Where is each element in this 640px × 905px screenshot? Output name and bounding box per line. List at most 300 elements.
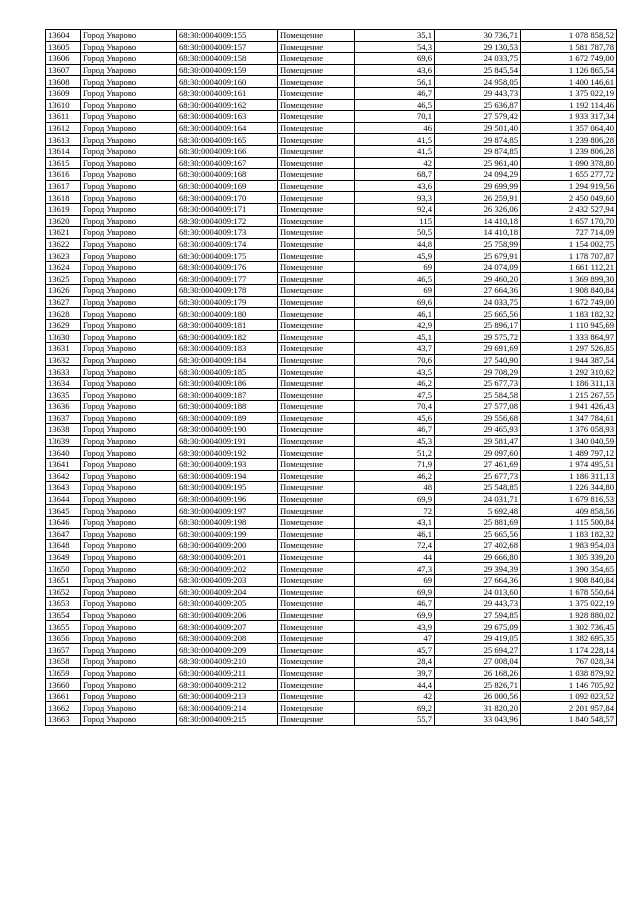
table-row — [46, 273, 617, 285]
cadastral-value-cell: 1 357 064,40 — [521, 122, 617, 134]
area-cell: 48 — [355, 482, 435, 494]
area-cell: 46,5 — [355, 99, 435, 111]
area-cell: 42,9 — [355, 319, 435, 331]
object-type-cell: Помещение — [278, 157, 355, 169]
table-row — [46, 412, 617, 424]
area-cell: 45,7 — [355, 644, 435, 656]
area-cell: 28,4 — [355, 656, 435, 668]
row-number-cell: 13618 — [46, 192, 81, 204]
cadastral-number-cell: 68:30:0004009:184 — [177, 354, 278, 366]
unit-value-cell: 27 402,68 — [435, 540, 521, 552]
cadastral-value-cell: 1 390 354,65 — [521, 563, 617, 575]
city-cell: Город Уварово — [81, 134, 177, 146]
cadastral-value-cell: 1 375 022,19 — [521, 598, 617, 610]
unit-value-cell: 25 845,54 — [435, 64, 521, 76]
unit-value-cell: 25 584,58 — [435, 389, 521, 401]
object-type-cell: Помещение — [278, 505, 355, 517]
unit-value-cell: 29 691,69 — [435, 343, 521, 355]
cadastral-value-cell: 1 239 806,28 — [521, 134, 617, 146]
cadastral-number-cell: 68:30:0004009:169 — [177, 180, 278, 192]
city-cell: Город Уварово — [81, 192, 177, 204]
cadastral-value-cell: 2 201 957,84 — [521, 702, 617, 714]
city-cell: Город Уварово — [81, 714, 177, 726]
area-cell: 69,6 — [355, 296, 435, 308]
unit-value-cell: 14 410,18 — [435, 227, 521, 239]
cadastral-number-cell: 68:30:0004009:215 — [177, 714, 278, 726]
cadastral-value-cell: 1 333 864,97 — [521, 331, 617, 343]
cadastral-number-cell: 68:30:0004009:174 — [177, 238, 278, 250]
city-cell: Город Уварово — [81, 702, 177, 714]
city-cell: Город Уварово — [81, 482, 177, 494]
unit-value-cell: 25 665,56 — [435, 528, 521, 540]
city-cell: Город Уварово — [81, 319, 177, 331]
city-cell: Город Уварово — [81, 551, 177, 563]
unit-value-cell: 29 097,60 — [435, 447, 521, 459]
unit-value-cell: 25 677,73 — [435, 377, 521, 389]
table-row — [46, 621, 617, 633]
cadastral-number-cell: 68:30:0004009:180 — [177, 308, 278, 320]
cadastral-value-cell: 1 974 495,51 — [521, 458, 617, 470]
object-type-cell: Помещение — [278, 331, 355, 343]
area-cell: 45,3 — [355, 435, 435, 447]
object-type-cell: Помещение — [278, 551, 355, 563]
table-row — [46, 261, 617, 273]
row-number-cell: 13615 — [46, 157, 81, 169]
table-row — [46, 134, 617, 146]
row-number-cell: 13616 — [46, 169, 81, 181]
cadastral-number-cell: 68:30:0004009:198 — [177, 516, 278, 528]
unit-value-cell: 24 958,05 — [435, 76, 521, 88]
unit-value-cell: 25 694,27 — [435, 644, 521, 656]
cadastral-number-cell: 68:30:0004009:206 — [177, 609, 278, 621]
area-cell: 70,4 — [355, 401, 435, 413]
cadastral-value-cell: 1 186 311,13 — [521, 470, 617, 482]
unit-value-cell: 24 033,75 — [435, 296, 521, 308]
unit-value-cell: 27 579,42 — [435, 111, 521, 123]
unit-value-cell: 27 664,36 — [435, 574, 521, 586]
city-cell: Город Уварово — [81, 505, 177, 517]
cadastral-value-cell: 1 382 695,35 — [521, 632, 617, 644]
unit-value-cell: 26 168,26 — [435, 667, 521, 679]
city-cell: Город Уварово — [81, 690, 177, 702]
row-number-cell: 13634 — [46, 377, 81, 389]
object-type-cell: Помещение — [278, 30, 355, 42]
cadastral-number-cell: 68:30:0004009:211 — [177, 667, 278, 679]
area-cell: 69,9 — [355, 609, 435, 621]
row-number-cell: 13610 — [46, 99, 81, 111]
cadastral-value-cell: 1 944 387,54 — [521, 354, 617, 366]
unit-value-cell: 24 094,29 — [435, 169, 521, 181]
cadastral-value-cell: 1 146 705,92 — [521, 679, 617, 691]
cadastral-number-cell: 68:30:0004009:200 — [177, 540, 278, 552]
unit-value-cell: 14 410,18 — [435, 215, 521, 227]
city-cell: Город Уварово — [81, 447, 177, 459]
cadastral-number-cell: 68:30:0004009:168 — [177, 169, 278, 181]
city-cell: Город Уварово — [81, 76, 177, 88]
object-type-cell: Помещение — [278, 215, 355, 227]
object-type-cell: Помещение — [278, 470, 355, 482]
cadastral-number-cell: 68:30:0004009:193 — [177, 458, 278, 470]
object-type-cell: Помещение — [278, 621, 355, 633]
unit-value-cell: 29 465,93 — [435, 424, 521, 436]
city-cell: Город Уварово — [81, 377, 177, 389]
cadastral-value-cell: 1 369 899,30 — [521, 273, 617, 285]
city-cell: Город Уварово — [81, 516, 177, 528]
table-row — [46, 122, 617, 134]
object-type-cell: Помещение — [278, 87, 355, 99]
unit-value-cell: 33 043,96 — [435, 714, 521, 726]
table-row — [46, 714, 617, 726]
cadastral-number-cell: 68:30:0004009:170 — [177, 192, 278, 204]
table-row — [46, 169, 617, 181]
table-row — [46, 528, 617, 540]
table-row — [46, 679, 617, 691]
area-cell: 70,6 — [355, 354, 435, 366]
row-number-cell: 13639 — [46, 435, 81, 447]
object-type-cell: Помещение — [278, 238, 355, 250]
area-cell: 46,7 — [355, 424, 435, 436]
cadastral-number-cell: 68:30:0004009:176 — [177, 261, 278, 273]
cadastral-number-cell: 68:30:0004009:179 — [177, 296, 278, 308]
row-number-cell: 13606 — [46, 53, 81, 65]
table-row — [46, 157, 617, 169]
row-number-cell: 13622 — [46, 238, 81, 250]
unit-value-cell: 27 577,08 — [435, 401, 521, 413]
unit-value-cell: 29 575,72 — [435, 331, 521, 343]
area-cell: 45,6 — [355, 412, 435, 424]
row-number-cell: 13620 — [46, 215, 81, 227]
city-cell: Город Уварово — [81, 250, 177, 262]
object-type-cell: Помещение — [278, 435, 355, 447]
unit-value-cell: 29 675,09 — [435, 621, 521, 633]
city-cell: Город Уварово — [81, 111, 177, 123]
table-row — [46, 41, 617, 53]
cadastral-value-cell: 1 078 858,52 — [521, 30, 617, 42]
cadastral-number-cell: 68:30:0004009:173 — [177, 227, 278, 239]
object-type-cell: Помещение — [278, 528, 355, 540]
cadastral-value-cell: 1 115 500,84 — [521, 516, 617, 528]
cadastral-value-cell: 1 126 865,54 — [521, 64, 617, 76]
object-type-cell: Помещение — [278, 308, 355, 320]
table-row — [46, 505, 617, 517]
table-row — [46, 377, 617, 389]
city-cell: Город Уварово — [81, 41, 177, 53]
unit-value-cell: 5 692,48 — [435, 505, 521, 517]
city-cell: Город Уварово — [81, 285, 177, 297]
area-cell: 47,5 — [355, 389, 435, 401]
cadastral-number-cell: 68:30:0004009:157 — [177, 41, 278, 53]
row-number-cell: 13658 — [46, 656, 81, 668]
area-cell: 45,9 — [355, 250, 435, 262]
unit-value-cell: 25 665,56 — [435, 308, 521, 320]
table-row — [46, 296, 617, 308]
table-row — [46, 574, 617, 586]
row-number-cell: 13611 — [46, 111, 81, 123]
area-cell: 50,5 — [355, 227, 435, 239]
object-type-cell: Помещение — [278, 609, 355, 621]
unit-value-cell: 27 461,69 — [435, 458, 521, 470]
area-cell: 44,8 — [355, 238, 435, 250]
area-cell: 46,1 — [355, 528, 435, 540]
city-cell: Город Уварово — [81, 528, 177, 540]
row-number-cell: 13652 — [46, 586, 81, 598]
table-row — [46, 111, 617, 123]
table-row — [46, 250, 617, 262]
cadastral-value-cell: 1 226 344,80 — [521, 482, 617, 494]
cadastral-number-cell: 68:30:0004009:175 — [177, 250, 278, 262]
cadastral-value-cell: 1 928 880,02 — [521, 609, 617, 621]
cadastral-number-cell: 68:30:0004009:210 — [177, 656, 278, 668]
area-cell: 46,2 — [355, 470, 435, 482]
unit-value-cell: 29 460,20 — [435, 273, 521, 285]
city-cell: Город Уварово — [81, 180, 177, 192]
table-row — [46, 632, 617, 644]
object-type-cell: Помещение — [278, 424, 355, 436]
unit-value-cell: 24 033,75 — [435, 53, 521, 65]
table-row — [46, 458, 617, 470]
cadastral-number-cell: 68:30:0004009:190 — [177, 424, 278, 436]
object-type-cell: Помещение — [278, 273, 355, 285]
area-cell: 55,7 — [355, 714, 435, 726]
row-number-cell: 13643 — [46, 482, 81, 494]
area-cell: 43,6 — [355, 180, 435, 192]
table-row — [46, 493, 617, 505]
object-type-cell: Помещение — [278, 285, 355, 297]
table-row — [46, 435, 617, 447]
table-row — [46, 598, 617, 610]
cadastral-number-cell: 68:30:0004009:186 — [177, 377, 278, 389]
object-type-cell: Помещение — [278, 377, 355, 389]
city-cell: Город Уварово — [81, 679, 177, 691]
area-cell: 43,6 — [355, 64, 435, 76]
row-number-cell: 13630 — [46, 331, 81, 343]
area-cell: 46,5 — [355, 273, 435, 285]
table-row — [46, 551, 617, 563]
row-number-cell: 13608 — [46, 76, 81, 88]
table-row — [46, 343, 617, 355]
city-cell: Город Уварово — [81, 609, 177, 621]
table-row — [46, 354, 617, 366]
cadastral-value-cell: 1 581 787,78 — [521, 41, 617, 53]
row-number-cell: 13612 — [46, 122, 81, 134]
object-type-cell: Помещение — [278, 482, 355, 494]
cadastral-value-cell: 1 489 797,12 — [521, 447, 617, 459]
row-number-cell: 13636 — [46, 401, 81, 413]
city-cell: Город Уварово — [81, 30, 177, 42]
table-row — [46, 644, 617, 656]
area-cell: 69,9 — [355, 493, 435, 505]
city-cell: Город Уварово — [81, 87, 177, 99]
city-cell: Город Уварово — [81, 632, 177, 644]
cadastral-value-cell: 2 432 527,94 — [521, 203, 617, 215]
row-number-cell: 13638 — [46, 424, 81, 436]
table-row — [46, 447, 617, 459]
table-row — [46, 609, 617, 621]
table-row — [46, 656, 617, 668]
city-cell: Город Уварово — [81, 458, 177, 470]
cadastral-number-cell: 68:30:0004009:199 — [177, 528, 278, 540]
unit-value-cell: 29 443,73 — [435, 598, 521, 610]
row-number-cell: 13632 — [46, 354, 81, 366]
cadastral-number-cell: 68:30:0004009:188 — [177, 401, 278, 413]
unit-value-cell: 25 758,99 — [435, 238, 521, 250]
area-cell: 68,7 — [355, 169, 435, 181]
table-row — [46, 331, 617, 343]
table-row — [46, 667, 617, 679]
area-cell: 46,7 — [355, 598, 435, 610]
unit-value-cell: 25 961,40 — [435, 157, 521, 169]
unit-value-cell: 27 594,85 — [435, 609, 521, 621]
cadastral-number-cell: 68:30:0004009:209 — [177, 644, 278, 656]
cadastral-value-cell: 1 174 228,14 — [521, 644, 617, 656]
area-cell: 46,7 — [355, 87, 435, 99]
area-cell: 42 — [355, 157, 435, 169]
area-cell: 115 — [355, 215, 435, 227]
cadastral-number-cell: 68:30:0004009:158 — [177, 53, 278, 65]
area-cell: 69 — [355, 574, 435, 586]
table-row — [46, 203, 617, 215]
object-type-cell: Помещение — [278, 667, 355, 679]
table-row — [46, 53, 617, 65]
cadastral-number-cell: 68:30:0004009:191 — [177, 435, 278, 447]
unit-value-cell: 29 394,39 — [435, 563, 521, 575]
unit-value-cell: 25 679,91 — [435, 250, 521, 262]
area-cell: 46,2 — [355, 377, 435, 389]
cadastral-value-cell: 1 340 040,59 — [521, 435, 617, 447]
object-type-cell: Помещение — [278, 586, 355, 598]
unit-value-cell: 29 419,05 — [435, 632, 521, 644]
area-cell: 44 — [355, 551, 435, 563]
cadastral-value-cell: 1 908 840,84 — [521, 574, 617, 586]
city-cell: Город Уварово — [81, 424, 177, 436]
object-type-cell: Помещение — [278, 690, 355, 702]
row-number-cell: 13623 — [46, 250, 81, 262]
cadastral-value-cell: 1 840 548,57 — [521, 714, 617, 726]
city-cell: Город Уварово — [81, 261, 177, 273]
cadastral-value-cell: 1 305 339,20 — [521, 551, 617, 563]
cadastral-number-cell: 68:30:0004009:177 — [177, 273, 278, 285]
table-row — [46, 192, 617, 204]
cadastral-number-cell: 68:30:0004009:197 — [177, 505, 278, 517]
city-cell: Город Уварово — [81, 215, 177, 227]
unit-value-cell: 26 326,06 — [435, 203, 521, 215]
area-cell: 51,2 — [355, 447, 435, 459]
object-type-cell: Помещение — [278, 447, 355, 459]
unit-value-cell: 25 548,85 — [435, 482, 521, 494]
cadastral-value-cell: 1 038 879,92 — [521, 667, 617, 679]
unit-value-cell: 29 130,53 — [435, 41, 521, 53]
cadastral-value-cell: 2 450 049,60 — [521, 192, 617, 204]
object-type-cell: Помещение — [278, 598, 355, 610]
table-row — [46, 586, 617, 598]
unit-value-cell: 29 501,40 — [435, 122, 521, 134]
object-type-cell: Помещение — [278, 180, 355, 192]
city-cell: Город Уварово — [81, 366, 177, 378]
table-row — [46, 470, 617, 482]
cadastral-value-cell: 1 657 170,70 — [521, 215, 617, 227]
area-cell: 71,9 — [355, 458, 435, 470]
row-number-cell: 13629 — [46, 319, 81, 331]
object-type-cell: Помещение — [278, 122, 355, 134]
cadastral-value-cell: 1 294 919,56 — [521, 180, 617, 192]
object-type-cell: Помещение — [278, 656, 355, 668]
table-row — [46, 366, 617, 378]
city-cell: Город Уварово — [81, 667, 177, 679]
unit-value-cell: 25 826,71 — [435, 679, 521, 691]
cadastral-number-cell: 68:30:0004009:201 — [177, 551, 278, 563]
cadastral-value-cell: 1 983 954,03 — [521, 540, 617, 552]
city-cell: Город Уварово — [81, 227, 177, 239]
unit-value-cell: 27 540,90 — [435, 354, 521, 366]
table-row — [46, 30, 617, 42]
row-number-cell: 13656 — [46, 632, 81, 644]
cadastral-value-cell: 1 292 310,62 — [521, 366, 617, 378]
object-type-cell: Помещение — [278, 227, 355, 239]
area-cell: 42 — [355, 690, 435, 702]
row-number-cell: 13650 — [46, 563, 81, 575]
row-number-cell: 13625 — [46, 273, 81, 285]
cadastral-value-cell: 1 297 526,85 — [521, 343, 617, 355]
object-type-cell: Помещение — [278, 76, 355, 88]
unit-value-cell: 25 881,69 — [435, 516, 521, 528]
row-number-cell: 13617 — [46, 180, 81, 192]
object-type-cell: Помещение — [278, 714, 355, 726]
object-type-cell: Помещение — [278, 679, 355, 691]
unit-value-cell: 29 581,47 — [435, 435, 521, 447]
object-type-cell: Помещение — [278, 319, 355, 331]
table-row — [46, 145, 617, 157]
city-cell: Город Уварово — [81, 540, 177, 552]
unit-value-cell: 24 031,71 — [435, 493, 521, 505]
table-row — [46, 64, 617, 76]
city-cell: Город Уварово — [81, 644, 177, 656]
object-type-cell: Помещение — [278, 145, 355, 157]
row-number-cell: 13663 — [46, 714, 81, 726]
cadastral-number-cell: 68:30:0004009:185 — [177, 366, 278, 378]
area-cell: 69 — [355, 285, 435, 297]
table-row — [46, 389, 617, 401]
area-cell: 72 — [355, 505, 435, 517]
area-cell: 43,7 — [355, 343, 435, 355]
cadastral-number-cell: 68:30:0004009:166 — [177, 145, 278, 157]
area-cell: 43,1 — [355, 516, 435, 528]
city-cell: Город Уварово — [81, 621, 177, 633]
object-type-cell: Помещение — [278, 64, 355, 76]
cadastral-number-cell: 68:30:0004009:182 — [177, 331, 278, 343]
unit-value-cell: 24 074,09 — [435, 261, 521, 273]
object-type-cell: Помещение — [278, 53, 355, 65]
city-cell: Город Уварово — [81, 343, 177, 355]
row-number-cell: 13624 — [46, 261, 81, 273]
area-cell: 72,4 — [355, 540, 435, 552]
row-number-cell: 13621 — [46, 227, 81, 239]
cadastral-value-cell: 1 655 277,72 — [521, 169, 617, 181]
row-number-cell: 13619 — [46, 203, 81, 215]
cadastral-number-cell: 68:30:0004009:202 — [177, 563, 278, 575]
cadastral-number-cell: 68:30:0004009:205 — [177, 598, 278, 610]
cadastral-value-cell: 1 178 707,87 — [521, 250, 617, 262]
table-row — [46, 238, 617, 250]
area-cell: 41,5 — [355, 145, 435, 157]
table-row — [46, 424, 617, 436]
table-row — [46, 482, 617, 494]
object-type-cell: Помещение — [278, 99, 355, 111]
row-number-cell: 13607 — [46, 64, 81, 76]
cadastral-number-cell: 68:30:0004009:183 — [177, 343, 278, 355]
row-number-cell: 13637 — [46, 412, 81, 424]
city-cell: Город Уварово — [81, 122, 177, 134]
cadastral-value-cell: 1 661 112,21 — [521, 261, 617, 273]
